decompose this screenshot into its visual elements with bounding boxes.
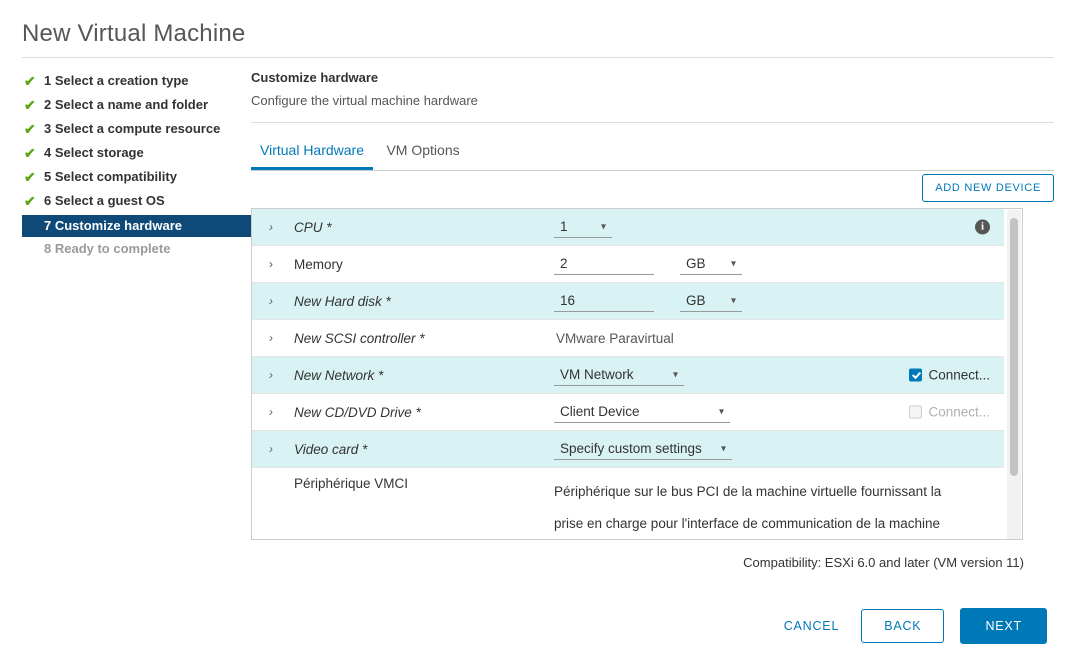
table-row[interactable] <box>252 431 1004 468</box>
cd-dvd-select-wrap <box>554 402 730 423</box>
wizard-step-list <box>22 69 234 261</box>
device-name: New Hard disk * <box>294 293 391 309</box>
connect-label: Connect... <box>928 367 990 383</box>
step-label: 4 Select storage <box>44 145 144 160</box>
chevron-right-icon[interactable]: › <box>269 368 273 382</box>
table-row-vmci-device <box>252 468 1004 540</box>
device-value <box>546 254 1004 275</box>
chevron-right-icon[interactable]: › <box>269 331 273 345</box>
check-icon: ✔ <box>24 73 36 89</box>
connect-label: Connect... <box>928 404 990 420</box>
memory-unit-select-wrap <box>680 254 742 275</box>
hard-disk-unit-select[interactable] <box>680 291 742 312</box>
compatibility-label: Compatibility: ESXi 6.0 and later (VM version 11) <box>743 555 1024 570</box>
device-label-scsi-controller <box>252 331 546 346</box>
device-label-cpu <box>252 220 546 235</box>
cpu-select-wrap <box>554 217 612 238</box>
device-label-hard-disk <box>252 294 546 309</box>
device-description-vmci <box>546 476 1004 540</box>
content-pane <box>251 70 1054 194</box>
pane-title: Customize hardware <box>251 70 379 85</box>
pane-divider <box>251 122 1054 123</box>
sidebar-item-customize-hardware[interactable] <box>22 215 256 237</box>
page-title: New Virtual Machine <box>22 20 246 47</box>
step-label: 7 Customize hardware <box>44 218 182 233</box>
step-label: 2 Select a name and folder <box>44 97 209 112</box>
tab-bar <box>251 136 1054 171</box>
sidebar-item-select-compatibility[interactable] <box>22 165 234 189</box>
chevron-right-icon[interactable]: › <box>269 442 273 456</box>
device-name: New Network * <box>294 367 384 383</box>
network-select[interactable] <box>554 365 684 386</box>
device-value <box>546 291 1004 312</box>
device-label-memory <box>252 257 546 272</box>
info-icon[interactable]: i <box>975 220 990 235</box>
device-name: New SCSI controller * <box>294 330 425 346</box>
table-row[interactable] <box>252 246 1004 283</box>
memory-unit-select[interactable] <box>680 254 742 275</box>
device-label-cd-dvd <box>252 405 546 420</box>
pane-subtitle: Configure the virtual machine hardware <box>251 93 478 108</box>
device-value <box>546 217 1004 238</box>
network-select-wrap <box>554 365 684 386</box>
sidebar-item-select-name-folder[interactable] <box>22 93 234 117</box>
video-card-select-wrap <box>554 439 732 460</box>
vmci-desc-line-2: prise en charge pour l'interface de communication de la machine <box>554 516 941 531</box>
chevron-right-icon[interactable]: › <box>269 294 273 308</box>
scsi-controller-value: VMware Paravirtual <box>556 330 674 346</box>
sidebar-item-select-compute-resource[interactable] <box>22 117 234 141</box>
table-row[interactable] <box>252 394 1004 431</box>
footer-actions <box>778 608 1047 644</box>
checkbox-icon[interactable] <box>909 369 922 382</box>
video-card-select[interactable] <box>554 439 732 460</box>
table-row[interactable] <box>252 283 1004 320</box>
chevron-right-icon[interactable]: › <box>269 220 273 234</box>
step-label: 6 Select a guest OS <box>44 193 165 208</box>
cancel-button[interactable]: CANCEL <box>778 610 846 642</box>
next-button[interactable]: NEXT <box>960 608 1047 644</box>
tab-vm-options[interactable]: VM Options <box>386 142 460 158</box>
check-icon: ✔ <box>24 97 36 113</box>
hardware-table <box>252 209 1004 540</box>
chevron-right-icon[interactable]: › <box>269 405 273 419</box>
device-name: Video card * <box>294 441 368 457</box>
step-label: 1 Select a creation type <box>44 73 189 88</box>
back-button[interactable]: BACK <box>861 609 944 643</box>
sidebar-item-select-storage[interactable] <box>22 141 234 165</box>
vmci-desc-line-1: Périphérique sur le bus PCI de la machine virtuelle fournissant la <box>554 484 942 499</box>
check-icon: ✔ <box>24 169 36 185</box>
chevron-right-icon[interactable]: › <box>269 257 273 271</box>
table-row[interactable] <box>252 357 1004 394</box>
memory-size-input[interactable] <box>554 254 654 275</box>
device-label-video-card <box>252 442 546 457</box>
check-icon: ✔ <box>24 121 36 137</box>
tab-virtual-hardware[interactable]: Virtual Hardware <box>251 136 373 170</box>
step-label: 3 Select a compute resource <box>44 121 221 136</box>
device-name: CPU * <box>294 219 332 235</box>
device-name: New CD/DVD Drive * <box>294 404 421 420</box>
add-new-device-button[interactable]: ADD NEW DEVICE <box>922 174 1054 202</box>
sidebar-item-select-guest-os[interactable] <box>22 189 234 213</box>
vertical-scrollbar[interactable] <box>1007 210 1021 540</box>
sidebar-item-select-creation-type[interactable] <box>22 69 234 93</box>
check-icon: ✔ <box>24 145 36 161</box>
checkbox-icon <box>909 406 922 419</box>
network-connect-checkbox-group[interactable] <box>909 368 990 383</box>
device-label-vmci: Périphérique VMCI <box>294 476 409 491</box>
scrollbar-thumb[interactable] <box>1010 218 1018 476</box>
hardware-device-list <box>251 208 1023 540</box>
check-icon: ✔ <box>24 193 36 209</box>
device-value <box>546 439 1004 460</box>
cd-dvd-select[interactable] <box>554 402 730 423</box>
device-name: Memory <box>294 256 343 272</box>
step-label: 5 Select compatibility <box>44 169 177 184</box>
step-label: 8 Ready to complete <box>44 241 171 256</box>
table-row[interactable] <box>252 209 1004 246</box>
hard-disk-size-input[interactable] <box>554 291 654 312</box>
device-label-network <box>252 368 546 383</box>
cpu-count-select[interactable] <box>554 217 612 238</box>
table-row[interactable] <box>252 320 1004 357</box>
hard-disk-unit-select-wrap <box>680 291 742 312</box>
title-divider <box>22 57 1054 58</box>
sidebar-item-ready-to-complete[interactable] <box>22 237 234 261</box>
device-value <box>546 331 1004 346</box>
cd-dvd-connect-checkbox-group <box>909 405 990 420</box>
